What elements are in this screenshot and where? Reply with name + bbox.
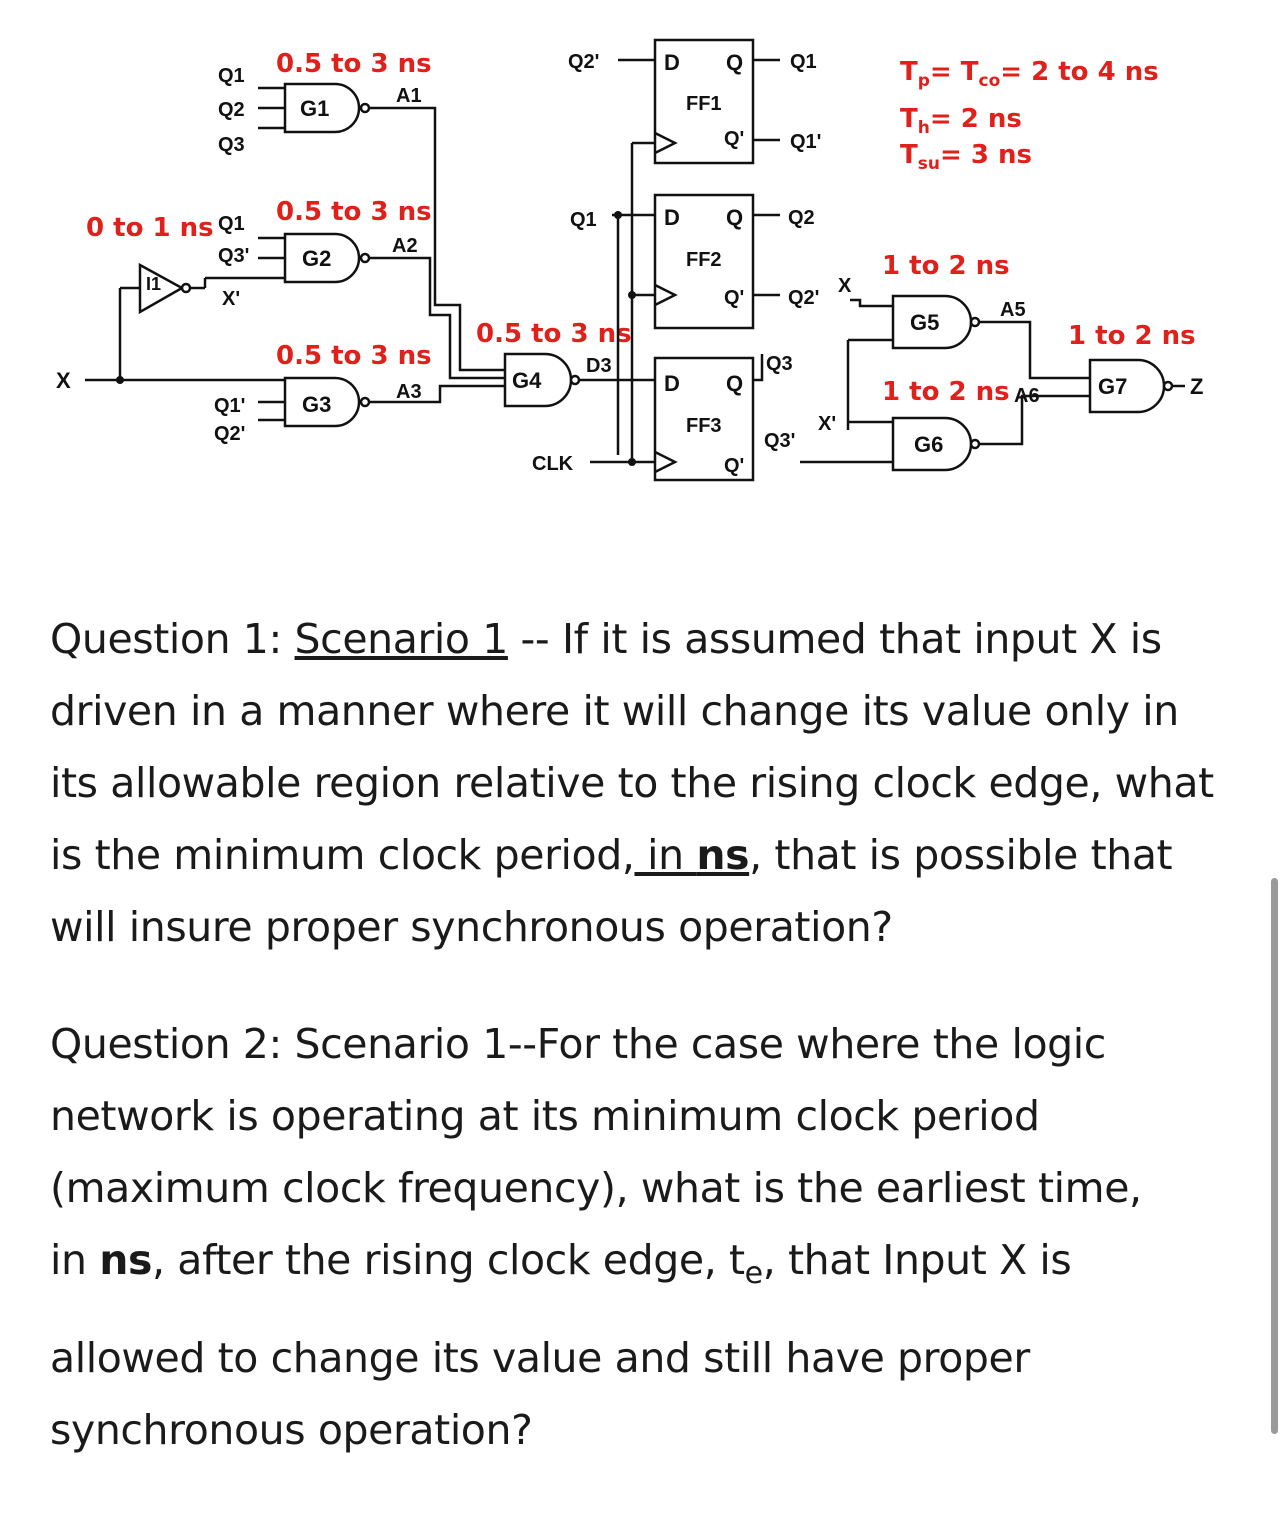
g3-label: G3 bbox=[302, 392, 332, 417]
gate-g6 bbox=[893, 418, 979, 470]
gate-g3 bbox=[285, 378, 369, 426]
ff3-label: FF3 bbox=[686, 415, 722, 437]
d3-label: D3 bbox=[586, 355, 612, 377]
svg-text:X': X' bbox=[222, 288, 241, 310]
g2-label: G2 bbox=[302, 246, 332, 271]
svg-text:Th= 2 ns: $T_h= 2$ ns bbox=[900, 104, 1022, 138]
g1-delay-label: 0.5 to 3 ns bbox=[276, 49, 432, 79]
gate-g7 bbox=[1090, 360, 1172, 412]
timing-parameters bbox=[900, 57, 1159, 174]
g5-label: G5 bbox=[910, 310, 940, 335]
svg-text:Q': Q' bbox=[724, 287, 745, 309]
svg-text:D: D bbox=[664, 50, 680, 75]
svg-text:Q': Q' bbox=[724, 128, 745, 150]
svg-text:X': X' bbox=[818, 413, 837, 435]
g7-delay-label: 1 to 2 ns bbox=[1068, 321, 1196, 351]
output-z-label: Z bbox=[1190, 374, 1204, 399]
logic-circuit-diagram bbox=[0, 0, 1284, 560]
svg-text:Q1: Q1 bbox=[790, 51, 817, 73]
svg-text:Q1: Q1 bbox=[218, 213, 245, 235]
a1-label: A1 bbox=[396, 85, 422, 107]
svg-text:Q2': Q2' bbox=[568, 51, 600, 73]
flipflop-ff2 bbox=[655, 195, 753, 328]
svg-text:Q2': Q2' bbox=[788, 287, 820, 309]
svg-text:Q: Q bbox=[726, 205, 744, 230]
g7-label: G7 bbox=[1098, 374, 1128, 399]
clk-label: CLK bbox=[532, 453, 574, 475]
g6-label: G6 bbox=[914, 432, 944, 457]
gate-g4 bbox=[505, 354, 579, 406]
svg-text:Q2': Q2' bbox=[214, 423, 246, 445]
svg-text:Q1': Q1' bbox=[790, 131, 822, 153]
svg-text:Q1: Q1 bbox=[218, 65, 245, 87]
gate-g2 bbox=[285, 234, 369, 282]
g2-delay-label: 0.5 to 3 ns bbox=[276, 197, 432, 227]
i1-delay-label: 0 to 1 ns bbox=[86, 213, 214, 243]
svg-text:Q1: Q1 bbox=[570, 209, 597, 231]
svg-text:Q3: Q3 bbox=[766, 353, 793, 375]
svg-text:D: D bbox=[664, 205, 680, 230]
svg-text:Q: Q bbox=[726, 371, 744, 396]
svg-text:Q3: Q3 bbox=[218, 134, 245, 156]
gate-g5 bbox=[893, 296, 979, 348]
svg-text:Tsu= 3 ns: $T_{su}= 3$ ns bbox=[900, 140, 1032, 174]
i1-label: I1 bbox=[146, 274, 162, 294]
g5-delay-label: 1 to 2 ns bbox=[882, 251, 1010, 281]
question-1: Question 1: Scenario 1 -- If it is assumed that input X is driven in a manner where it will change its value only in its allowable region relative to the rising clock edge, what is the minimum clock period, in ns, that is possible that will insure proper synchronous operation? bbox=[50, 615, 1214, 951]
svg-text:X: X bbox=[838, 275, 852, 297]
g4-label: G4 bbox=[512, 368, 542, 393]
inverter-i1 bbox=[140, 265, 190, 312]
a3-label: A3 bbox=[396, 381, 422, 403]
g3-delay-label: 0.5 to 3 ns bbox=[276, 341, 432, 371]
svg-text:Q: Q bbox=[726, 50, 744, 75]
g1-label: G1 bbox=[300, 96, 330, 121]
svg-text:Q1': Q1' bbox=[214, 395, 246, 417]
svg-text:D: D bbox=[664, 371, 680, 396]
svg-text:Q2: Q2 bbox=[788, 207, 815, 229]
svg-text:Q3': Q3' bbox=[218, 245, 250, 267]
svg-text:Tp= Tco= 2 to 4 ns: $T_p= T_{co}= 2$ to 4 ns bbox=[900, 57, 1159, 91]
scrollbar[interactable] bbox=[1271, 878, 1278, 1434]
ff2-label: FF2 bbox=[686, 249, 722, 271]
svg-text:Q2: Q2 bbox=[218, 99, 245, 121]
input-x-label: X bbox=[56, 368, 71, 393]
question-2: Question 2: Scenario 1--For the case where the logic network is operating at its minimum clock period (maximum clock frequency), what is the earliest time, in ns, after the rising clock edge, $t_e$, that Input X is allowed to change its value and still have proper synchronous operation? bbox=[50, 1020, 1142, 1455]
g6-delay-label: 1 to 2 ns bbox=[882, 377, 1010, 407]
a5-label: A5 bbox=[1000, 299, 1026, 321]
a6-label: A6 bbox=[1014, 385, 1040, 407]
svg-text:Q3': Q3' bbox=[764, 430, 796, 452]
a2-label: A2 bbox=[392, 235, 418, 257]
ff1-label: FF1 bbox=[686, 93, 722, 115]
flipflop-ff1 bbox=[655, 40, 753, 163]
gate-g1 bbox=[285, 84, 369, 132]
svg-text:Q': Q' bbox=[724, 455, 745, 477]
g4-delay-label: 0.5 to 3 ns bbox=[476, 319, 632, 349]
flipflop-ff3 bbox=[655, 358, 753, 480]
